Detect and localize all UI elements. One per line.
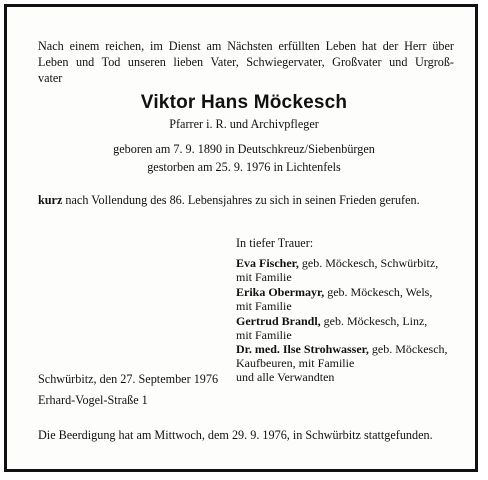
- mourner-name: Eva Fischer,: [236, 256, 299, 270]
- mourner-name: Gertrud Brandl,: [236, 314, 321, 328]
- called-home-rest: nach Vollendung des 86. Lebensjahres zu sich in seinen Frieden gerufen.: [62, 193, 420, 207]
- death-line: gestorben am 25. 9. 1976 in Lichtenfels: [147, 160, 341, 174]
- deceased-title: Pfarrer i. R. und Archivpfleger: [169, 117, 319, 131]
- birth-line: geboren am 7. 9. 1890 in Deutschkreuz/Siebenbürgen: [113, 142, 375, 156]
- intro-paragraph: [38, 38, 454, 86]
- deceased-name: Viktor Hans Möckesch: [140, 92, 348, 113]
- mourner-detail: geb. Möckesch, Linz,: [320, 314, 428, 328]
- mourner-name: Dr. med. Ilse Strohwasser,: [236, 342, 369, 356]
- mourner-entry-1: [236, 256, 466, 284]
- place-date: Schwürbitz, den 27. September 1976: [38, 372, 219, 386]
- mourner-entry-2: [236, 285, 466, 313]
- mourner-line: [236, 285, 466, 299]
- mourner-family: mit Familie: [236, 299, 292, 314]
- called-home-line: [38, 193, 420, 208]
- mourner-line: [236, 342, 466, 356]
- called-home-lead: kurz: [38, 193, 63, 207]
- mourners-heading: In tiefer Trauer:: [236, 236, 314, 250]
- mourner-family: mit Familie: [236, 270, 292, 285]
- mourner-detail: geb. Möckesch,: [368, 342, 448, 356]
- mourner-entry-4: [236, 342, 466, 385]
- mourner-name: Erika Obermayr,: [236, 285, 325, 299]
- mourner-relatives: und alle Verwandten: [236, 370, 335, 385]
- funeral-note: Die Beerdigung hat am Mittwoch, dem 29. 9. 1976, in Schwürbitz stattgefunden.: [38, 428, 433, 442]
- mourner-entry-3: [236, 314, 466, 342]
- intro-line-2: Leben und Tod unseren lieben Vater, Schwiegervater, Großvater und Urgroß-: [38, 55, 454, 69]
- mourner-detail: geb. Möckesch, Wels,: [324, 285, 433, 299]
- mourner-line: [236, 256, 466, 270]
- mourner-detail: geb. Möckesch, Schwürbitz,: [298, 256, 439, 270]
- mourner-family: mit Familie: [236, 328, 292, 343]
- street-address: Erhard-Vogel-Straße 1: [38, 393, 148, 407]
- intro-line-3: vater: [38, 71, 63, 85]
- mourner-line: [236, 314, 466, 328]
- intro-line-1: Nach einem reichen, im Dienst am Nächsten erfüllten Leben hat der Herr über: [38, 39, 454, 53]
- mourner-city: Kaufbeuren, mit Familie: [236, 356, 355, 371]
